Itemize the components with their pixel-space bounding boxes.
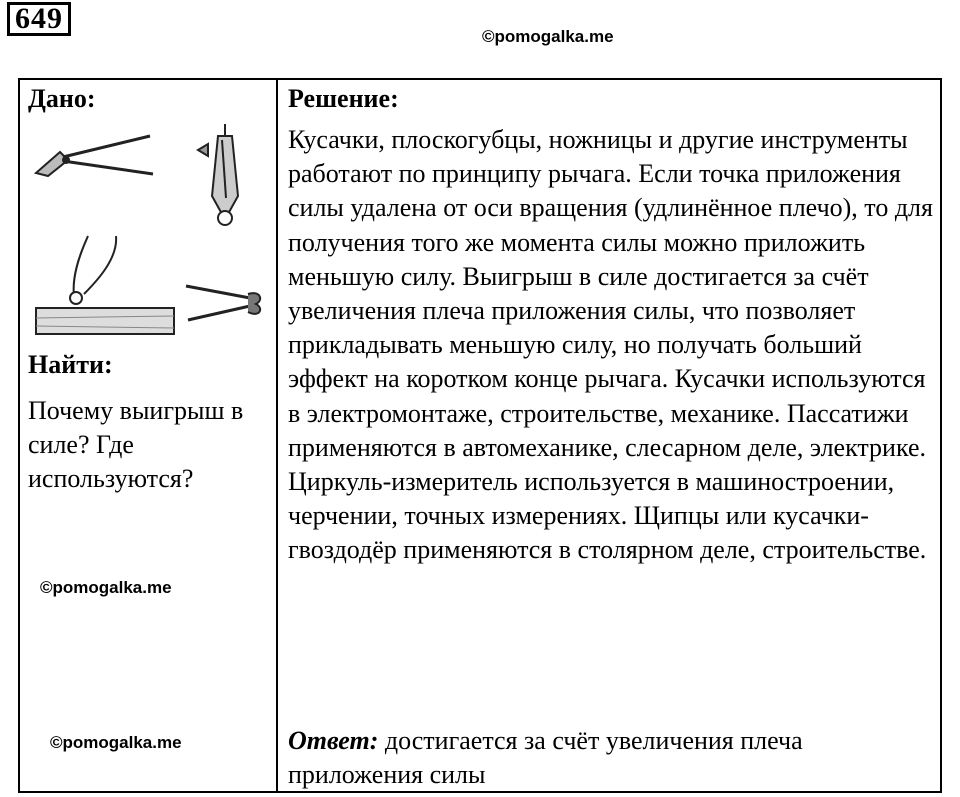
pliers-illustration [36, 236, 174, 334]
nippers-illustration [186, 286, 260, 320]
watermark-left-lower: ©pomogalka.me [50, 733, 182, 752]
solution-text: Кусачки, плоскогубцы, ножницы и другие инструменты работают по принципу рычага. Если точка приложения силы удалена от оси вращения (удлинённое плечо), то для получения того же момента силы можно приложить меньшую силу. Выигрыш в силе достигается за счёт увеличения плеча приложения силы, что позволяет прикладывать меньшую силу, но получать больший эффект на коротком конце рычага. Кусачки используются в электромонтаже, строительстве, механике. Пассатижи применяются в автомеханике, слесарном деле, электрике. Циркуль-измеритель используется в машиностроении, черчении, точных измерениях. Щипцы или кусачки-гвоздодёр применяются в столярном деле, строительстве. [288, 125, 933, 565]
problem-number: 649 [7, 2, 71, 36]
find-question: Почему выигрыш в силе? Где используются? [28, 396, 244, 493]
given-heading: Дано: [28, 84, 96, 113]
answer-text: достигается за счёт увеличения плеча приложения силы [288, 726, 803, 790]
solution-heading: Решение: [288, 84, 399, 113]
answer-label: Ответ: [288, 726, 379, 755]
answer [288, 724, 933, 792]
column-divider [276, 78, 278, 793]
shears-illustration [36, 136, 153, 176]
watermark-left-upper: ©pomogalka.me [40, 578, 172, 597]
caliper-illustration [198, 124, 238, 225]
watermark-top: ©pomogalka.me [482, 27, 614, 46]
find-heading: Найти: [28, 350, 113, 379]
tool-illustrations [28, 118, 273, 340]
